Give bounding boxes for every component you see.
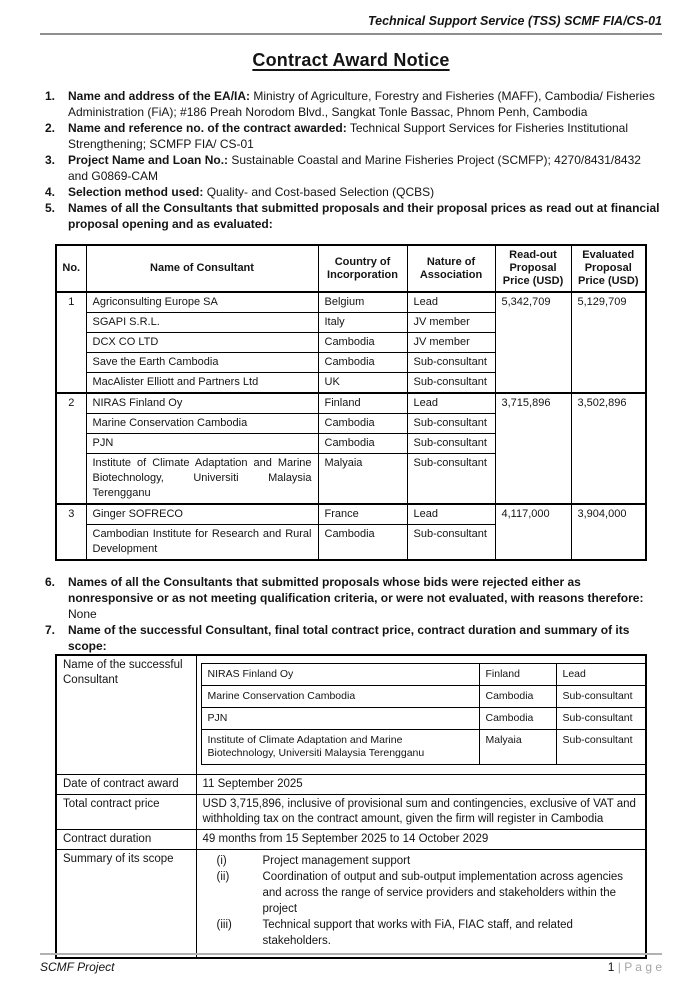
list-item-3 [40,152,662,184]
nature: Lead [407,393,495,414]
country: Cambodia [318,434,407,454]
row-label: Total contract price [56,795,196,830]
nature: Lead [556,664,646,686]
item-body: Name and address of the EA/IA: Ministry of Agriculture, Forestry and Fisheries (MAFF), Cambodia/ Fisheries Administration (FiA); #186 Preah Norodom Blvd., Sangkat Tonle Bassac, Phnom Penh, Cambodia [68,89,655,119]
item-body: Names of all the Consultants that submitted proposals whose bids were rejected either as nonresponsive or as not meeting qualification criteria, or were not evaluated, with reasons therefore: None [68,575,644,621]
country: Cambodia [479,708,556,730]
scope-cell [196,850,646,959]
consultant-name: PJN [201,708,479,730]
col-header-name: Name of Consultant [86,245,318,292]
doc-header [40,14,662,35]
nature: Sub-consultant [556,708,646,730]
table-row [201,664,646,686]
table-header-row [56,245,646,292]
item-number: 6. [45,575,56,589]
consultant-name: Institute of Climate Adaptation and Marine Biotechnology, Universiti Malaysia Terengganu [201,730,479,765]
readout-price: 4,117,000 [495,504,571,560]
footer-page-indicator [608,960,662,974]
item-body: Selection method used: Quality- and Cost-based Selection (QCBS) [68,185,435,199]
successful-consultant-cell [196,655,646,775]
country: Malyaia [479,730,556,765]
country: Italy [318,313,407,333]
country: Cambodia [318,333,407,353]
country: Cambodia [318,525,407,561]
scope-numeral: (ii) [216,871,230,883]
list-item-4 [40,184,662,200]
nature: Sub-consultant [407,373,495,394]
col-header-evaluated-price: Evaluated Proposal Price (USD) [571,245,646,292]
col-header-nature: Nature of Association [407,245,495,292]
scope-text: Technical support that works with FiA, FIAC staff, and related stakeholders. [262,919,573,947]
nature: Sub-consultant [407,454,495,505]
scope-text: Coordination of output and sub-output implementation across agencies and across the range of service providers and stakeholders within the project [262,871,624,915]
col-header-no: No. [56,245,86,292]
doc-footer [40,953,662,974]
item-number: 2. [45,121,56,135]
group-number: 3 [56,504,86,560]
country: Finland [479,664,556,686]
nature: Lead [407,504,495,525]
award-details-table [55,654,647,959]
nature: JV member [407,313,495,333]
item-body: Name of the successful Consultant, final total contract price, contract duration and summary of its scope: [68,623,630,653]
table-row [56,830,646,850]
nature: Sub-consultant [407,414,495,434]
group-number: 2 [56,393,86,504]
table-row [201,730,646,765]
table-row [56,775,646,795]
nature: Sub-consultant [407,353,495,373]
nature: JV member [407,333,495,353]
country: France [318,504,407,525]
row-value: 11 September 2025 [196,775,646,795]
readout-price: 3,715,896 [495,393,571,504]
scope-item-2 [203,869,640,917]
item-body: Names of all the Consultants that submitted proposals and their proposal prices as read out at financial proposal opening and as evaluated: [68,201,660,231]
country: Cambodia [318,414,407,434]
consultant-name: Ginger SOFRECO [86,504,318,525]
consultant-name: DCX CO LTD [86,333,318,353]
list-item-1 [40,88,662,120]
list-item-5 [40,200,662,232]
evaluated-price: 5,129,709 [571,292,646,393]
page-word: P a g e [624,960,662,974]
country: Belgium [318,292,407,313]
consultant-name: Agriconsulting Europe SA [86,292,318,313]
country: Cambodia [318,353,407,373]
consultant-name: SGAPI S.R.L. [86,313,318,333]
table-row [201,686,646,708]
row-label: Name of the successful Consultant [56,655,196,775]
scope-item-3 [203,917,640,949]
nature: Lead [407,292,495,313]
country: Cambodia [479,686,556,708]
nature: Sub-consultant [407,434,495,454]
scope-text: Project management support [262,855,411,867]
readout-price: 5,342,709 [495,292,571,393]
consultant-name: Marine Conservation Cambodia [201,686,479,708]
nature: Sub-consultant [556,730,646,765]
numbered-list-continued [40,574,662,654]
list-item-2 [40,120,662,152]
col-header-readout-price: Read-out Proposal Price (USD) [495,245,571,292]
item-number: 4. [45,185,56,199]
item-body: Project Name and Loan No.: Sustainable Coastal and Marine Fisheries Project (SCMFP); 4270/8431/8432 and G0869-CAM [68,153,641,183]
list-item-6 [40,574,662,622]
col-header-country: Country of Incorporation [318,245,407,292]
country: Malyaia [318,454,407,505]
successful-consultant-table [201,663,647,765]
consultant-name: Cambodian Institute for Research and Rural Development [86,525,318,561]
consultant-name: Marine Conservation Cambodia [86,414,318,434]
table-row [56,795,646,830]
item-number: 1. [45,89,56,103]
group-number: 1 [56,292,86,393]
consultant-name: NIRAS Finland Oy [201,664,479,686]
table-row [201,708,646,730]
evaluated-price: 3,502,896 [571,393,646,504]
row-value: USD 3,715,896, inclusive of provisional sum and contingencies, exclusive of VAT and withholding tax on the contract amount, given the firm will register in Cambodia [196,795,646,830]
row-value: 49 months from 15 September 2025 to 14 October 2029 [196,830,646,850]
page-separator: | [617,960,625,974]
table-row [56,292,646,313]
country: UK [318,373,407,394]
row-label: Date of contract award [56,775,196,795]
doc-reference: Technical Support Service (TSS) SCMF FIA/CS-01 [367,14,662,28]
consultant-name: NIRAS Finland Oy [86,393,318,414]
evaluated-price: 3,904,000 [571,504,646,560]
page-title: Contract Award Notice [252,50,450,70]
row-label: Contract duration [56,830,196,850]
table-row [56,393,646,414]
item-number: 5. [45,201,56,215]
table-row [56,504,646,525]
consultant-name: PJN [86,434,318,454]
country: Finland [318,393,407,414]
consultant-name: Institute of Climate Adaptation and Marine Biotechnology, Universiti Malaysia Terengganu [86,454,318,505]
scope-list [203,852,640,955]
list-item-7 [40,622,662,654]
consultants-proposals-table [55,244,647,561]
item-body: Name and reference no. of the contract awarded: Technical Support Services for Fisheries Institutional Strengthening; SCMFP FIA/ CS-01 [68,121,629,151]
consultant-name: Save the Earth Cambodia [86,353,318,373]
consultant-name: MacAlister Elliott and Partners Ltd [86,373,318,394]
page-number: 1 [607,960,615,974]
footer-project-name: SCMF Project [40,960,115,974]
numbered-list [40,88,662,232]
item-number: 3. [45,153,56,167]
scope-item-1 [203,853,640,869]
scope-numeral: (i) [216,855,227,867]
nature: Sub-consultant [407,525,495,561]
row-label: Summary of its scope [56,850,196,959]
scope-numeral: (iii) [216,919,232,931]
table-row [56,655,646,775]
table-row [56,850,646,959]
nature: Sub-consultant [556,686,646,708]
item-number: 7. [45,623,56,637]
